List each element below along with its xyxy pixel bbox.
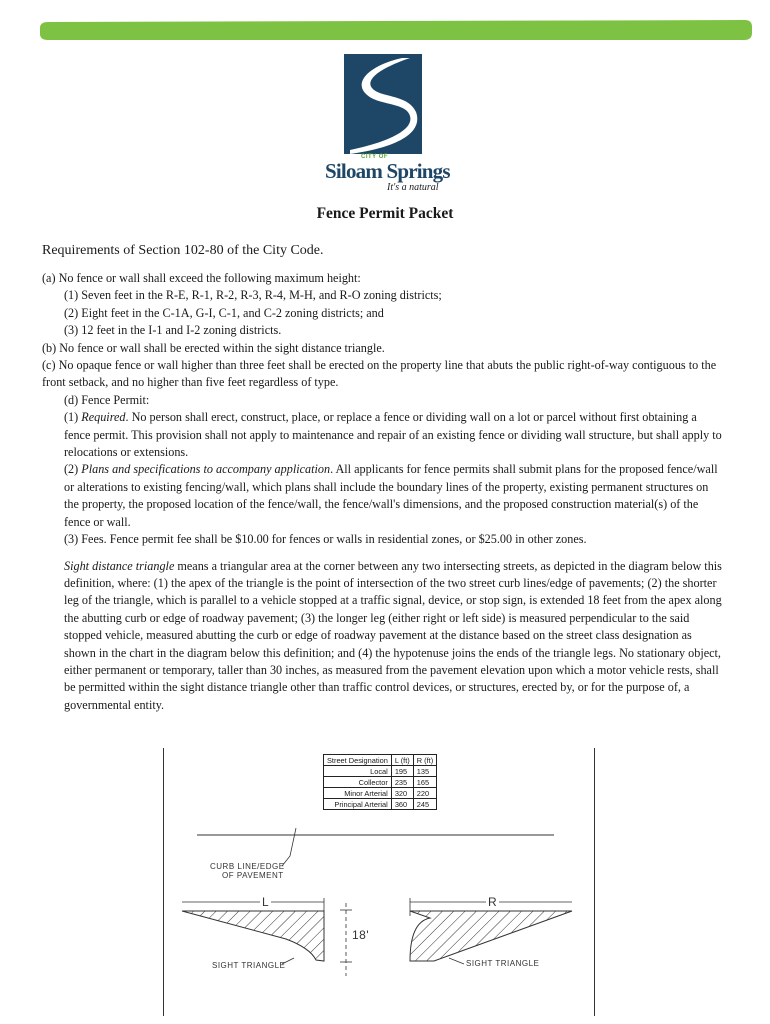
table-cell: Principal Arterial [324, 799, 392, 810]
table-cell: 320 [391, 788, 413, 799]
sight-triangle-diagram [163, 748, 595, 1016]
table-cell: 165 [413, 777, 436, 788]
distance-label: 18' [352, 928, 370, 942]
clause-d1-label: (1) [64, 410, 82, 425]
clause-a2: (2) Eight feet in the C-1A, G-I, C-1, and C-2 zoning districts; and [64, 305, 384, 320]
table-cell: Local [324, 766, 392, 777]
clause-d2-title: Plans and specifications to accompany application [81, 462, 331, 477]
right-sight-triangle [410, 911, 572, 961]
clause-d3: (3) Fees. Fence permit fee shall be $10.00 for fences or walls in residential zones, or $25.00 in other zones. [64, 532, 587, 547]
clause-d: (d) Fence Permit: [64, 392, 150, 407]
clause-b: (b) No fence or wall shall be erected within the sight distance triangle. [42, 340, 385, 355]
clause-d2-label: (2) [64, 462, 82, 477]
intersection-drawing [164, 748, 594, 1016]
right-leg-label: R [488, 895, 498, 909]
table-cell: 235 [391, 777, 413, 788]
left-sight-triangle [182, 911, 324, 961]
left-leg-label: L [262, 895, 270, 909]
page-title: Fence Permit Packet [316, 205, 454, 222]
right-triangle-label: SIGHT TRIANGLE [466, 959, 540, 968]
sight-text: means a triangular area at the corner between any two intersecting streets, as depicted in the diagram below this definition, where: (1) the apex of the triangle is the point of intersection of the two street curb lines/edge of pavements; (2) the shorter leg of the triangle, which is parallel to a vehicle stopped at a traffic signal, device, or stop sign, is extended 18 feet from the apex along the abutting curb or edge of roadway pavement; (3) the longer leg (either right or left side) is measured perpendicular to the said stopped vehicle, measured abutting the curb or edge of roadway pavement at the distance based on the street class designation as shown in the chart in the diagram below this definition; and (4) the hypotenuse joins the ends of the triangle legs. No stationary object, either permanent or temporary, taller than 30 inches, as measured from the pavement elevation upon which a motor vehicle rests, shall be permitted within the sight distance triangle other than traffic control devices, or structures, erected by, or for the purpose of, a governmental entity. [64, 558, 722, 712]
logo-tagline: It's a natural [387, 182, 439, 193]
clause-d2-text: . All applicants for fence permits shall submit plans for the proposed fence/wall or alterations to existing fencing/wall, which plans shall include the boundary lines of the property, existing permanent structures on the property, the proposed location of the fence/wall, the fence/wall's dimensions, and the proposed construction material(s) of the fence or wall. [64, 462, 718, 529]
table-cell: 245 [413, 799, 436, 810]
clause-d1 [42, 409, 722, 461]
section-reference: Requirements of Section 102-80 of the City Code. [42, 243, 324, 258]
table-header: Street Designation [324, 755, 392, 766]
header-green-bar [0, 0, 770, 60]
green-brush-stroke [40, 20, 752, 40]
table-cell: Collector [324, 777, 392, 788]
river-s-logo-icon [344, 54, 422, 154]
clause-a3: (3) 12 feet in the I-1 and I-2 zoning districts. [64, 323, 282, 338]
clause-d1-title: Required [81, 410, 126, 425]
curb-label-line-2: OF PAVEMENT [222, 871, 284, 880]
table-cell: 135 [413, 766, 436, 777]
table-cell: 220 [413, 788, 436, 799]
table-cell: Minor Arterial [324, 788, 392, 799]
clause-d2 [42, 461, 722, 531]
curb-label-line-1: CURB LINE/EDGE [210, 862, 285, 871]
code-text [42, 270, 722, 714]
logo-city-name: Siloam Springs [325, 159, 450, 183]
clause-a: (a) No fence or wall shall exceed the following maximum height: [42, 271, 361, 285]
table-header: L (ft) [391, 755, 413, 766]
left-triangle-label: SIGHT TRIANGLE [212, 961, 286, 970]
table-header: R (ft) [413, 755, 436, 766]
clause-c: (c) No opaque fence or wall higher than three feet shall be erected on the property line that abuts the public right-of-way contiguous to the front setback, and no higher than five feet regardless of type. [42, 358, 717, 390]
logo-city-of: CITY OF [361, 154, 389, 160]
clause-d1-text: . No person shall erect, construct, place, or replace a fence or dividing wall on a lot or parcel without first obtaining a fence permit. This provision shall not apply to maintenance and repair of an existing fence or dividing wall structure, but shall apply to relocations or extensions. [64, 410, 722, 460]
city-logo [320, 54, 450, 199]
sight-distance-definition [42, 558, 722, 715]
table-cell: 360 [391, 799, 413, 810]
curb-leader [282, 828, 296, 866]
sight-term: Sight distance triangle [64, 558, 175, 573]
table-cell: 195 [391, 766, 413, 777]
clause-a1: (1) Seven feet in the R-E, R-1, R-2, R-3, R-4, M-H, and R-O zoning districts; [64, 288, 442, 303]
